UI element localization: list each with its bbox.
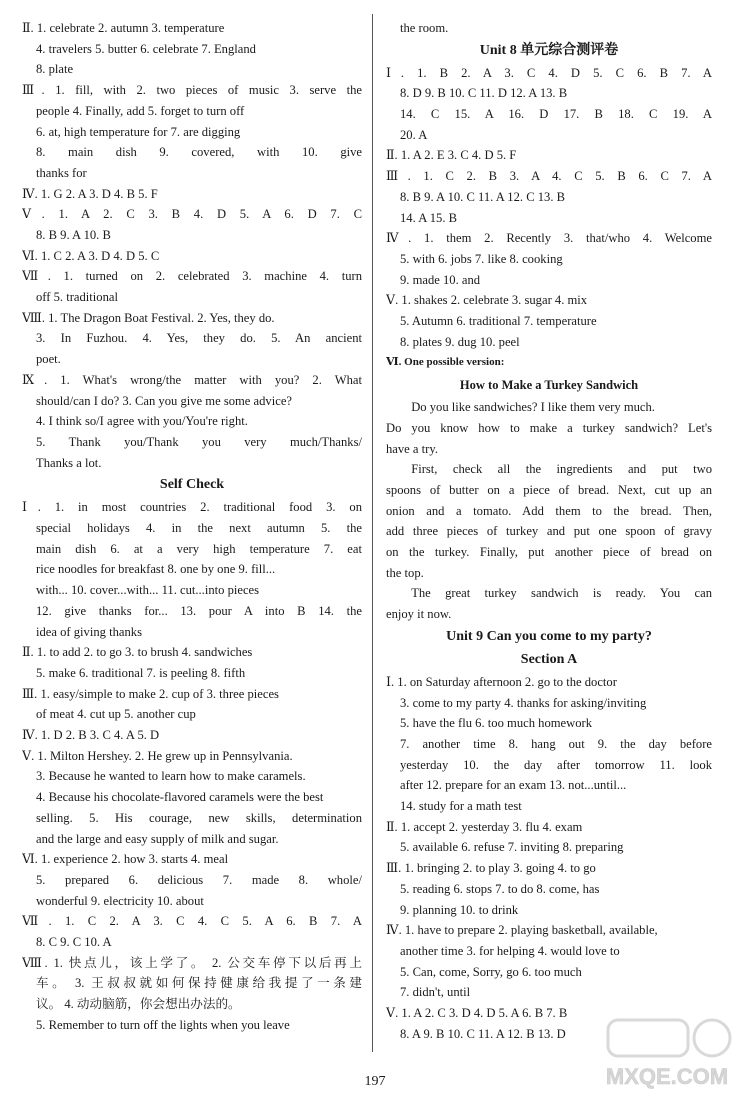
- answer-line: 3. come to my party 4. thanks for asking/inviting: [400, 695, 647, 710]
- answer-line: 5. reading 6. stops 7. to do 8. come, has: [400, 881, 600, 896]
- answer-line: Ⅳ. 1. D 2. B 3. C 4. A 5. D: [22, 728, 160, 743]
- column-divider: [372, 14, 373, 1052]
- answer-line: Ⅳ. 1. them 2. Recently 3. that/who 4. Welcome: [386, 231, 712, 246]
- answer-line: the room.: [400, 21, 449, 35]
- answer-line: 9. planning 10. to drink: [400, 902, 519, 917]
- answer-line: 14. A 15. B: [400, 210, 458, 225]
- answer-line: 20. A: [400, 127, 428, 142]
- answer-line: Ⅶ. 1. C 2. A 3. C 4. C 5. A 6. B 7. A: [22, 914, 362, 929]
- answer-line: rice noodles for breakfast 8. one by one 9. fill...: [36, 562, 276, 577]
- answer-line: Ⅰ. 1. in most countries 2. traditional food 3. on: [22, 500, 362, 515]
- section-heading: Unit 9 Can you come to my party?: [446, 628, 652, 644]
- answer-line: after 12. prepare for an exam 13. not...until...: [400, 778, 627, 793]
- answer-line: selling. 5. His courage, new skills, determination: [36, 810, 362, 825]
- answer-line: with... 10. cover...with... 11. cut...into pieces: [36, 583, 260, 598]
- answer-line: and the large and easy supply of milk and sugar.: [36, 831, 279, 846]
- answer-line: Do you like sandwiches? I like them very much.: [411, 400, 655, 415]
- answer-line: 5. available 6. refuse 7. inviting 8. preparing: [400, 840, 624, 855]
- answer-line: 5. Autumn 6. traditional 7. temperature: [400, 314, 597, 329]
- answer-line: main dish 6. at a very high temperature 7. eat: [36, 541, 362, 556]
- answer-line: Ⅴ. 1. Milton Hershey. 2. He grew up in Pennsylvania.: [22, 748, 293, 763]
- answer-line: Ⅳ. 1. have to prepare 2. playing basketball, available,: [386, 923, 658, 938]
- answer-line: Thanks a lot.: [36, 455, 102, 470]
- answer-line: idea of giving thanks: [36, 624, 142, 639]
- answer-line: Ⅰ. 1. on Saturday afternoon 2. go to the doctor: [386, 674, 617, 689]
- answer-line: 8. plate: [36, 62, 74, 77]
- answer-line: 4. travelers 5. butter 6. celebrate 7. England: [36, 41, 256, 56]
- answer-line: 8. main dish 9. covered, with 10. give: [36, 145, 362, 160]
- answer-line: yesterday 10. the day after tomorrow 11. look: [400, 757, 712, 772]
- left-column: [22, 18, 362, 1036]
- answer-line: Do you know how to make a turkey sandwich? Let's: [386, 420, 712, 435]
- answer-line: 4. I think so/I agree with you/You're right.: [36, 414, 248, 429]
- answer-line: Ⅷ. 1. 快点儿，该上学了。 2. 公交车停下以后再上: [22, 955, 362, 970]
- answer-line: of meat 4. cut up 5. another cup: [36, 707, 196, 722]
- answer-line: 12. give thanks for... 13. pour A into B 14. the: [36, 603, 362, 618]
- answer-line: people 4. Finally, add 5. forget to turn off: [36, 103, 245, 118]
- page-number: 197: [364, 1074, 386, 1089]
- answer-line: special holidays 4. in the next autumn 5. the: [36, 521, 362, 536]
- answer-line: 8. D 9. B 10. C 11. D 12. A 13. B: [400, 86, 568, 101]
- answer-line: Ⅲ. 1. bringing 2. to play 3. going 4. to go: [386, 861, 596, 876]
- answer-line: have a try.: [386, 441, 438, 456]
- answer-line: should/can I do? 3. Can you give me some advice?: [36, 393, 293, 408]
- answer-line: Ⅴ. 1. A 2. C 3. B 4. D 5. A 6. D 7. C: [22, 207, 362, 222]
- answer-line: 14. study for a math test: [400, 799, 522, 813]
- section-heading: Self Check: [159, 477, 225, 493]
- answer-line: 5. prepared 6. delicious 7. made 8. whole/: [36, 872, 362, 887]
- watermark-logo: [592, 1012, 742, 1092]
- answer-line: Ⅵ. One possible version:: [386, 356, 505, 369]
- answer-line: Ⅳ. 1. G 2. A 3. D 4. B 5. F: [22, 186, 158, 201]
- answer-line: Ⅶ. 1. turned on 2. celebrated 3. machine 4. turn: [22, 269, 362, 284]
- section-heading: Unit 8 单元综合测评卷: [479, 42, 619, 58]
- answer-line: 5. make 6. traditional 7. is peeling 8. fifth: [36, 665, 246, 680]
- answer-line: Ⅷ. 1. The Dragon Boat Festival. 2. Yes, they do.: [22, 310, 275, 325]
- answer-line: add three pieces of turkey and put one spoon of gravy: [386, 524, 712, 539]
- answer-line: 5. Remember to turn off the lights when you leave: [36, 1017, 290, 1032]
- answer-line: Ⅴ. 1. A 2. C 3. D 4. D 5. A 6. B 7. B: [386, 1006, 568, 1021]
- answer-line: 7. another time 8. hang out 9. the day before: [400, 736, 712, 751]
- answer-line: another time 3. for helping 4. would love to: [400, 943, 620, 958]
- answer-line: 8. B 9. A 10. B: [36, 227, 111, 242]
- answer-line: Ⅲ. 1. fill, with 2. two pieces of music 3. serve the: [22, 83, 362, 98]
- answer-line: 6. at, high temperature for 7. are digging: [36, 124, 241, 139]
- answer-line: 议。 4. 动动脑筋，你会想出办法的。: [36, 997, 241, 1012]
- section-heading: Section A: [520, 651, 578, 667]
- answer-line: 3. In Fuzhou. 4. Yes, they do. 5. An ancient: [36, 331, 362, 346]
- answer-line: thanks for: [36, 165, 87, 180]
- answer-line: 8. B 9. A 10. C 11. A 12. C 13. B: [400, 189, 566, 204]
- answer-line: 8. C 9. C 10. A: [36, 935, 112, 950]
- watermark-text: MXQE.COM: [605, 1064, 729, 1089]
- answer-line: 5. have the flu 6. too much homework: [400, 716, 593, 731]
- section-heading: How to Make a Turkey Sandwich: [459, 378, 639, 393]
- answer-line: Ⅵ. 1. C 2. A 3. D 4. D 5. C: [22, 248, 160, 263]
- answer-line: off 5. traditional: [36, 290, 118, 305]
- answer-line: Ⅱ. 1. celebrate 2. autumn 3. temperature: [22, 21, 225, 35]
- answer-line: 车。 3. 王叔叔就如何保持健康给我提了一条建: [36, 976, 362, 991]
- answer-line: onion and a tomato. Add them to the bread. Then,: [386, 503, 712, 518]
- answer-line: 9. made 10. and: [400, 272, 481, 287]
- answer-line: 4. Because his chocolate-flavored caramels were the best: [36, 790, 324, 805]
- answer-line: First, check all the ingredients and put two: [411, 462, 712, 477]
- answer-line: Ⅴ. 1. shakes 2. celebrate 3. sugar 4. mix: [386, 293, 588, 308]
- answer-line: 3. Because he wanted to learn how to make caramels.: [36, 769, 306, 784]
- answer-line: enjoy it now.: [386, 607, 452, 622]
- answer-line: 5. Can, come, Sorry, go 6. too much: [400, 964, 582, 979]
- answer-line: Ⅱ. 1. to add 2. to go 3. to brush 4. sandwiches: [22, 645, 253, 660]
- answer-line: 8. A 9. B 10. C 11. A 12. B 13. D: [400, 1026, 566, 1041]
- answer-line: poet.: [36, 352, 61, 367]
- answer-line: Ⅲ. 1. C 2. B 3. A 4. C 5. B 6. C 7. A: [386, 169, 712, 184]
- answer-line: the top.: [386, 565, 424, 580]
- answer-line: 5. Thank you/Thank you very much/Thanks/: [36, 434, 362, 449]
- answer-line: 14. C 15. A 16. D 17. B 18. C 19. A: [400, 107, 712, 122]
- answer-line: Ⅵ. 1. experience 2. how 3. starts 4. meal: [22, 852, 229, 867]
- answer-line: Ⅸ. 1. What's wrong/the matter with you? 2. What: [22, 372, 362, 387]
- answer-line: Ⅲ. 1. easy/simple to make 2. cup of 3. three pieces: [22, 686, 279, 701]
- answer-line: Ⅱ. 1. A 2. E 3. C 4. D 5. F: [386, 148, 517, 163]
- answer-line: on the turkey. Finally, put another piece of bread on: [386, 545, 712, 560]
- answer-line: Ⅱ. 1. accept 2. yesterday 3. flu 4. exam: [386, 819, 583, 834]
- answer-line: 8. plates 9. dug 10. peel: [400, 334, 520, 349]
- answer-line: wonderful 9. electricity 10. about: [36, 893, 204, 908]
- answer-line: spoons of butter on a piece of bread. Next, cut up an: [386, 482, 712, 497]
- answer-line: Ⅰ. 1. B 2. A 3. C 4. D 5. C 6. B 7. A: [386, 65, 712, 80]
- right-column: [386, 18, 712, 1044]
- answer-line: 7. didn't, until: [400, 985, 471, 1000]
- answer-line: The great turkey sandwich is ready. You can: [411, 586, 712, 601]
- answer-line: 5. with 6. jobs 7. like 8. cooking: [400, 251, 563, 266]
